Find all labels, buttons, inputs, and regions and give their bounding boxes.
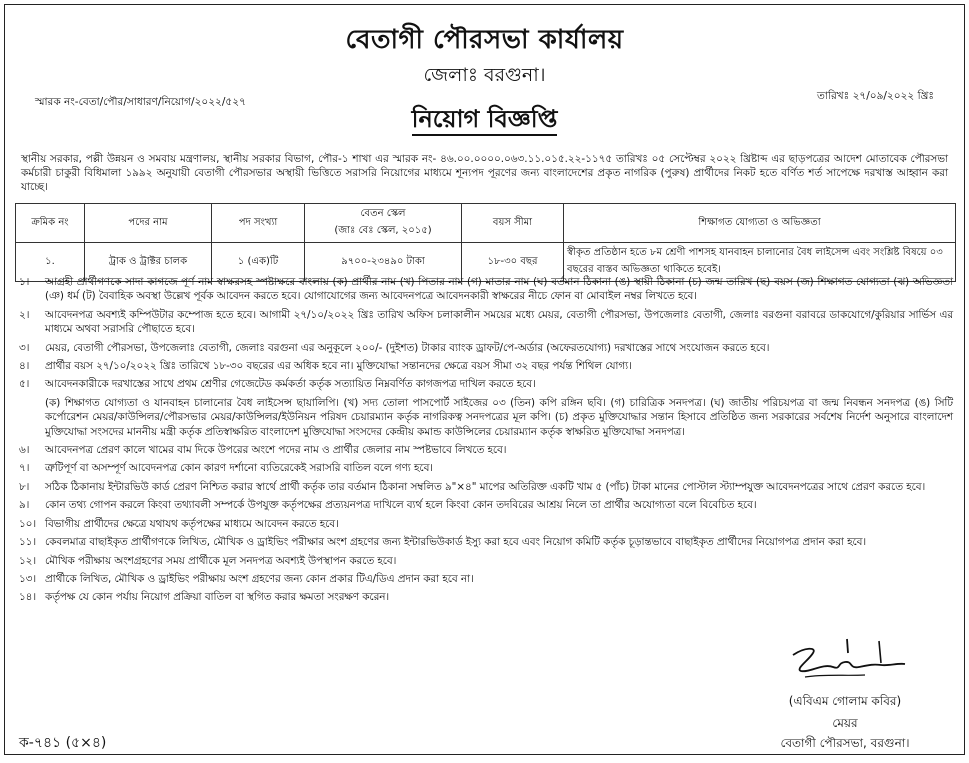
clause-number: ৮। [19,480,30,493]
conditions-list [19,275,953,609]
pay-header-line1: বেতন স্কেল [360,208,406,219]
list-item [19,359,953,373]
clause-text: বিভাগীয় প্রার্থীদের ক্ষেত্রে যথাযথ কর্তৃপক্ষের মাধ্যমে আবেদন করতে হবে। [45,517,339,530]
list-item [19,443,953,457]
row-post: ট্রাক ও ট্রাক্টর চালক [85,243,212,282]
row-qualification: স্বীকৃত প্রতিষ্ঠান হতে ৮ম শ্রেণী পাশসহ যানবাহন চালানোর বৈধ লাইসেন্স এবং সংশ্লিষ্ট বিষয়ে ০৩ বছরের বাস্তব অভিজ্ঞতা থাকিতে হবেই। [564,243,956,282]
clause-number: ১১। [19,536,37,549]
list-item [19,554,719,568]
row-serial: ১. [16,243,85,282]
clause-number: ২। [19,308,30,321]
list-item [19,341,953,355]
pay-header-line2: (জাঃ বেঃ স্কেল, ২০১৫) [334,225,432,236]
list-item [19,308,953,337]
list-item [19,461,953,475]
notice-date: তারিখঃ ২৭/০৯/২০২২ খ্রিঃ [817,90,934,102]
list-item [19,535,953,549]
list-item [19,590,719,604]
row-age: ১৮-৩০ বছর [462,243,564,282]
notice-heading [5,101,964,141]
col-age: বয়স সীমা [462,204,564,243]
clause-text: কর্তৃপক্ষ যে কোন পর্যায় নিয়োগ প্রক্রিয়া বাতিল বা স্থগিত করার ক্ষমতা সংরক্ষণ করেন। [45,591,390,604]
clause-text: আগ্রহী প্রার্থীগণকে সাদা কাগজে পূর্ণ নাম স্বাক্ষরসহ স্পষ্টাক্ষরে বাংলায় (ক) প্রার্থীর নাম (খ) পিতার নাম (গ) মাতার নাম (ঘ) বর্তমান ঠিকানা (ঙ) স্থায়ী ঠিকানা (চ) জন্ম তারিখ (ছ) বয়স (জ) শিক্ষাগত যোগ্যতা (ঝ) অভিজ্ঞতা (ঞ) ধর্ম (ট) বৈবাহিক অবস্থা উল্লেখ পূর্বক আবেদন করতে হবে। যোগাযোগের জন্য আবেদনপত্রে আবেদনকারী স্বাক্ষরের নীচে ফোন বা মোবাইল নম্বর লিখতে হবে। [45,276,953,303]
clause-number: ১। [19,276,30,288]
mayor-signature [785,633,915,683]
clause-text: আবেদনপত্র প্রেরণ কালে খামের বাম দিকে উপরের অংশে পদের নাম ও প্রার্থীর জেলার নাম স্পষ্টভাবে লিখতে হবে। [45,444,507,457]
clause-number: ১২। [19,554,37,567]
clause-text: মৌখিক পরীক্ষায় অংশগ্রহণের সময় প্রার্থীকে মূল সনদপত্র অবশ্যই উপস্থাপন করতে হবে। [45,554,397,567]
clause-text: আবেদনকারীকে দরখাস্তের সাথে প্রথম শ্রেণীর গেজেটেড কর্মকর্তা কর্তৃক সত্যায়িত নিম্নবর্ণিত কাগজপত্র দাখিল করতে হবে। [45,378,536,391]
list-item [19,377,953,391]
clause-number: ৫। [19,378,30,391]
list-item [19,480,953,494]
clause-number: ৬। [19,444,30,457]
clause-text: আবেদনপত্র অবশ্যই কম্পিউটার কম্পোজ হতে হবে। আগামী ২৭/১০/২০২২ খ্রিঃ তারিখ অফিস চলাকালীন সময়ের মধ্যে মেয়র, বেতাগী পৌরসভা, উপজেলাঃ বেতাগী, জেলাঃ বরগুনা বরাবরে ডাকযোগে/কুরিয়ার সার্ভিস এর মাধ্যমে অথবা সরাসরি পৌছাতে হবে। [45,308,953,336]
clause-number: ৭। [19,462,30,475]
district-line: জেলাঃ বরগুনা। [423,64,546,86]
row-pay: ৯৭০০-২৩৪৯০ টাকা [305,243,462,282]
col-post: পদের নাম [85,204,212,243]
notice-page [4,4,965,755]
clause-text: প্রার্থীর বয়স ২৭/১০/২০২২ খ্রিঃ তারিখে ১৮-৩০ বছরের এর অধিক হবে না। মুক্তিযোদ্ধা সন্তানদের ক্ষেত্রে বয়স সীমা ৩২ বছর পর্যন্ত শিথিল যোগ্য। [45,360,632,373]
ad-code: ক-৭৪১ (৫×৪) [19,735,107,751]
signatory-org: বেতাগী পৌরসভা, বরগুনা। [780,736,910,750]
col-pay [305,204,462,243]
posts-table [15,203,956,282]
list-item [19,498,953,512]
clause-number: ৪। [19,360,30,373]
clause-number: ৩। [19,341,30,354]
clause-text: কোন তথ্য গোপন করলে কিংবা তথ্যাবলী সম্পর্কে উপযুক্ত কর্তৃপক্ষের প্রত্যয়নপত্র দাখিলে ব্যর্থ হলে কিংবা কোন তদবিরের আশ্রয় নিলে তা প্রার্থীর অযোগ্যতা বলে বিবেচিত হবে। [45,499,757,512]
clause-5-documents: (ক) শিক্ষাগত যোগ্যতা ও যানবাহন চালানোর বৈধ লাইসেন্স ছায়ালিপি। (খ) সদ্য তোলা পাসপোর্ট সাইজের ০৩ (তিন) কপি রঙ্গিন ছবি। (গ) চারিত্রিক সনদপত্র। (ঘ) জাতীয় পরিচয়পত্র বা জন্ম নিবন্ধন সনদপত্র (ঙ) সিটি কর্পোরেশন মেয়র/কাউন্সিলর/পৌরসভার মেয়র/কাউন্সিলর/ইউনিয়ন পরিষদ চেয়ারম্যান কর্তৃক নাগরিকত্ব সনদপত্রের মূল কপি। (চ) প্রকৃত মুক্তিযোদ্ধার সন্তান হিসাবে প্রতিষ্ঠিত জন্য সরকারের সর্বশেষ নির্দেশ অনুসারে বাংলাদেশ মুক্তিযোদ্ধা সংসদের মাননীয় মন্ত্রী কর্তৃক প্রতিস্বাক্ষরিত বাংলাদেশ মুক্তিযোদ্ধা সংসদের কেন্দ্রীয় কমান্ড কাউন্সিলের চেয়ারম্যান কর্তৃক স্বাক্ষরিত মুক্তিযোদ্ধা সনদপত্র। [45,396,953,438]
signatory-name: (এবিএম গোলাম কবির) [788,694,902,708]
clause-number: ১৪। [19,591,37,604]
notice-title: নিয়োগ বিজ্ঞপ্তি [412,104,558,136]
col-count: পদ সংখ্যা [212,204,305,243]
clause-text: ত্রুটিপূর্ণ বা অসম্পূর্ণ আবেদনপত্র কোন কারণ দর্শানো ব্যতিরেকেই সরাসরি বাতিল বলে গণ্য হবে। [45,462,433,475]
memo-number: স্মারক নং-বেতা/পৌর/সাধারণ/নিয়োগ/২০২২/৫২৭ [35,96,246,108]
intro-paragraph: স্থানীয় সরকার, পল্লী উন্নয়ন ও সমবায় মন্ত্রণালয়, স্থানীয় সরকার বিভাগ, পৌর-১ শাখা এর স্মারক নং- ৪৬.০০.০০০০.০৬৩.১১.০১৫.২২-১১৭৫ তারিখঃ ০৫ সেপ্টেম্বর ২০২২ খ্রিষ্টাব্দ এর ছাড়পত্রের আদেশ মোতাবেক পৌরসভা কর্মচারী চাকুরী বিধিমালা ১৯৯২ অনুযায়ী বেতাগী পৌরসভার অস্থায়ী ভিত্তিতে সরাসরি নিয়োগের মাধ্যমে শূন্যপদ পূরণের জন্য বাংলাদেশের প্রকৃত নাগরিক (পুরুষ) প্রার্থীদের নিকট হতে বর্ণিত শর্ত সাপেক্ষে দরখাস্ত আহ্বান করা যাচ্ছে। [21,153,948,193]
signatory-title: মেয়র [832,716,858,730]
col-serial: ক্রমিক নং [16,204,85,243]
clause-number: ৯। [19,499,30,512]
clause-text: কেবলমাত্র বাছাইকৃত প্রার্থীগণকে লিখিত, মৌখিক ও ড্রাইভিং পরীক্ষার অংশ গ্রহণের জন্য ইন্টারভিউকার্ড ইস্যু করা হবে এবং নিয়োগ কমিটি কর্তৃক চূড়ান্তভাবে বাছাইকৃত প্রার্থীদের নিয়োগপত্র প্রদান করা হবে। [45,536,867,549]
list-item [19,572,719,586]
row-count: ১ (এক)টি [212,243,305,282]
clause-text: মেয়র, বেতাগী পৌরসভা, উপজেলাঃ বেতাগী, জেলাঃ বরগুনা এর অনুকূলে ২০০/- (দুইশত) টাকার ব্যাংক ড্রাফট/পে-অর্ডার (অফেরতযোগ্য) দরখাস্তের সাথে সংযোজন করতে হবে। [45,341,770,354]
col-qualification: শিক্ষাগত যোগ্যতা ও অভিজ্ঞতা [564,204,956,243]
clause-text: প্রার্থীকে লিখিত, মৌখিক ও ড্রাইভিং পরীক্ষায় অংশ গ্রহণের জন্য কোন প্রকার টিএ/ডিএ প্রদান করা হবে না। [45,572,474,585]
clause-number: ১০। [19,517,37,530]
office-title: বেতাগী পৌরসভা কার্যালয় [345,25,624,55]
clause-text: সঠিক ঠিকানায় ইন্টারভিউ কার্ড প্রেরণ নিশ্চিত করার স্বার্থে প্রার্থী কর্তৃক তার বর্তমান ঠিকানা সম্বলিত ৯"×৪" মাপের অতিরিক্ত একটি খাম ৫ (পাঁচ) টাকা মানের পোস্টাল স্ট্যাম্পযুক্ত আবেদনপত্রের সাথে প্রেরণ করতে হবে। [45,480,926,493]
table-header-row [16,204,956,243]
clause-number: ১৩। [19,572,37,585]
list-item [19,275,953,304]
list-item [19,517,953,531]
